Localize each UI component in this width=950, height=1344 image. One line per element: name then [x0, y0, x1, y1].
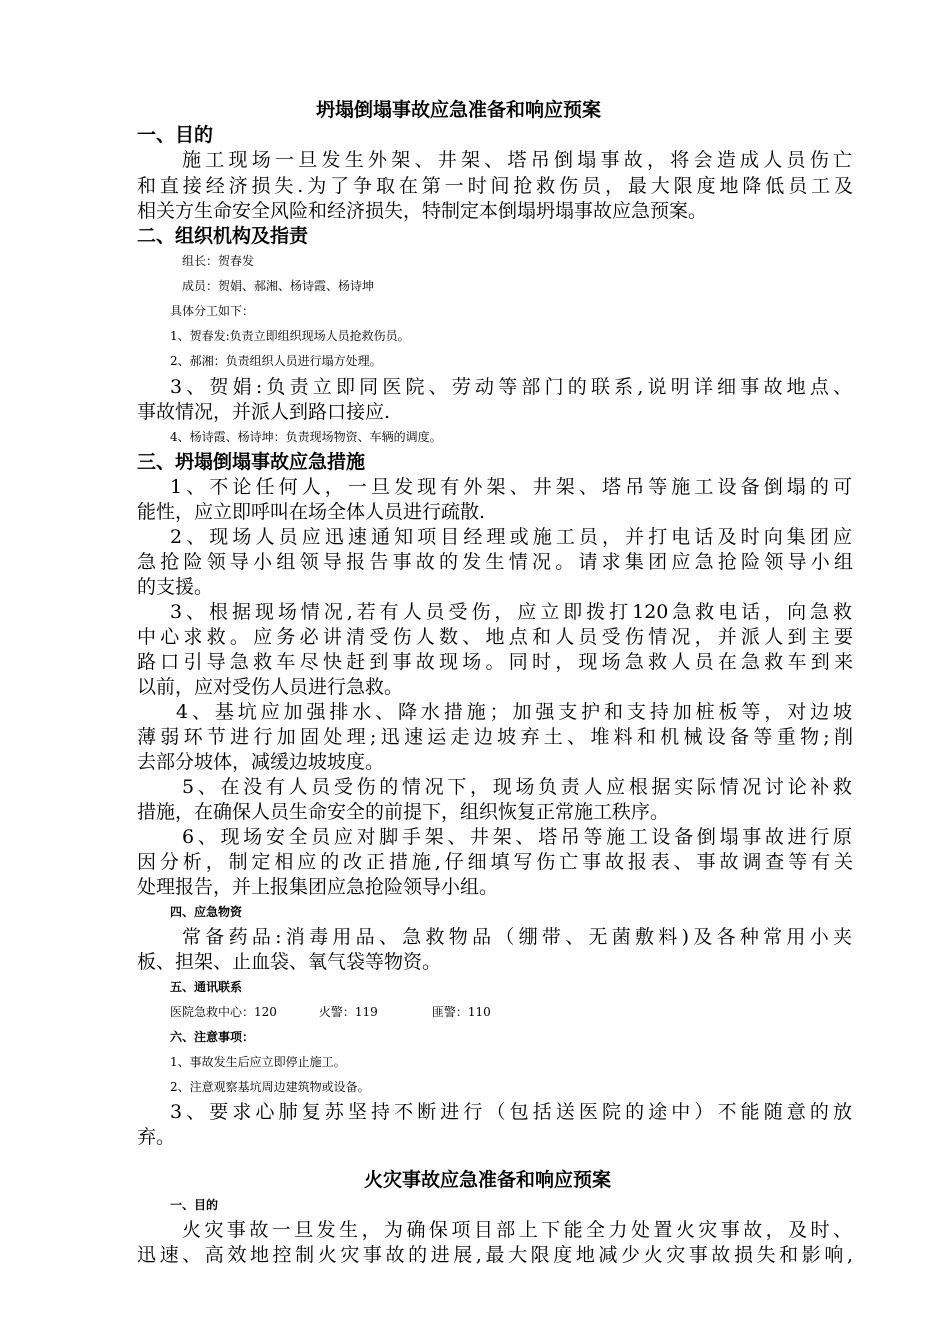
measure-line: 处理报告，并上报集团应急抢险领导小组。 — [137, 876, 499, 898]
measure-line: 能性，应立即呼叫在场全体人员进行疏散. — [137, 501, 486, 523]
contact-hospital: 医院急救中心：120 — [170, 1005, 277, 1019]
division-intro: 具体分工如下： — [170, 304, 255, 318]
division-item: 3、贺娟:负责立即同医院、劳动等部门的联系,说明详细事故地点、 — [170, 376, 852, 398]
supplies-line: 常备药品:消毒用品、急救物品（绷带、无菌敷料)及各种常用小夹 — [182, 926, 852, 948]
section2-paragraph-line: 迅速、高效地控制火灾事故的进展,最大限度地减少火灾事故损失和影响, — [137, 1244, 853, 1266]
division-item: 1、贺春发:负责立即组织现场人员抢救伤员。 — [170, 329, 410, 343]
paragraph-line: 施工现场一旦发生外架、井架、塔吊倒塌事故，将会造成人员伤亡 — [182, 149, 852, 171]
heading-supplies: 四、应急物资 — [170, 905, 243, 919]
note-line: 弃。 — [137, 1126, 176, 1148]
contacts-line — [170, 1000, 886, 1025]
leader-line: 组长：贺春发 — [182, 254, 255, 268]
note-line: 1、事故发生后应立即停止施工。 — [170, 1055, 346, 1069]
measure-line: 4、基坑应加强排水、降水措施；加强支护和支持加桩板等，对边坡 — [176, 701, 852, 723]
heading-contacts: 五、通讯联系 — [170, 980, 243, 994]
division-item: 2、郝湘：负责组织人员进行塌方处理。 — [170, 354, 382, 368]
contact-fire: 火警：119 — [318, 1005, 378, 1019]
section2-heading-purpose: 一、目的 — [170, 1198, 219, 1212]
heading-organization: 二、组织机构及指责 — [137, 225, 309, 247]
note-line: 2、注意观察基坑周边建筑物或设备。 — [170, 1080, 370, 1094]
measure-line: 1、不论任何人，一旦发现有外架、井架、塔吊等施工设备倒塌的可 — [170, 476, 852, 498]
measure-line: 3、根据现场情况,若有人员受伤，应立即拨打120急救电话，向急救 — [170, 601, 852, 623]
measure-line: 中心求救。应务必讲清受伤人数、地点和人员受伤情况，并派人到主要 — [137, 626, 853, 648]
heading-notes: 六、注意事项： — [170, 1030, 255, 1044]
measure-line: 急抢险领导小组领导报告事故的发生情况。请求集团应急抢险领导小组 — [137, 551, 853, 573]
paragraph-line: 和直接经济损失.为了争取在第一时间抢救伤员，最大限度地降低员工及 — [137, 175, 853, 197]
document-title: 坍塌倒塌事故应急准备和响应预案 — [316, 99, 602, 121]
measure-line: 路口引导急救车尽快赶到事故现场。同时，现场急救人员在急救车到来 — [137, 651, 853, 673]
section2-title: 火灾事故应急准备和响应预案 — [364, 1169, 612, 1191]
measure-line: 的支援。 — [137, 576, 214, 598]
measure-line: 6、现场安全员应对脚手架、井架、塔吊等施工设备倒塌事故进行原 — [182, 826, 852, 848]
measure-line: 2、现场人员应迅速通知项目经理或施工员，并打电话及时向集团应 — [170, 526, 852, 548]
division-item: 4、杨诗霞、杨诗坤：负责现场物资、车辆的调度。 — [170, 430, 442, 444]
division-item: 事故情况，并派人到路口接应. — [137, 401, 391, 423]
measure-line: 薄弱环节进行加固处理;迅速运走边坡弃土、堆料和机械设备等重物;削 — [137, 726, 853, 748]
supplies-line: 板、担架、止血袋、氧气袋等物资。 — [137, 951, 442, 973]
heading-measures: 三、坍塌倒塌事故应急措施 — [137, 451, 366, 473]
measure-line: 因分析，制定相应的改正措施,仔细填写伤亡事故报表、事故调查等有关 — [137, 851, 853, 873]
members-line: 成员：贺娟、郝湘、杨诗霞、杨诗坤 — [182, 279, 375, 293]
heading-purpose: 一、目的 — [137, 124, 214, 146]
measure-line: 措施，在确保人员生命安全的前提下，组织恢复正常施工秩序。 — [137, 801, 670, 823]
section2-paragraph-line: 火灾事故一旦发生，为确保项目部上下能全力处置火灾事故，及时、 — [182, 1219, 852, 1241]
measure-line: 5、在没有人员受伤的情况下，现场负责人应根据实际情况讨论补救 — [182, 776, 852, 798]
measure-line: 去部分坡体，减缓边坡坡度。 — [137, 751, 385, 773]
paragraph-line: 相关方生命安全风险和经济损失，特制定本倒塌坍塌事故应急预案。 — [137, 200, 708, 222]
contact-police: 匪警：110 — [431, 1005, 491, 1019]
note-line: 3、要求心肺复苏坚持不断进行（包括送医院的途中）不能随意的放 — [170, 1101, 852, 1123]
measure-line: 以前，应对受伤人员进行急救。 — [137, 676, 404, 698]
